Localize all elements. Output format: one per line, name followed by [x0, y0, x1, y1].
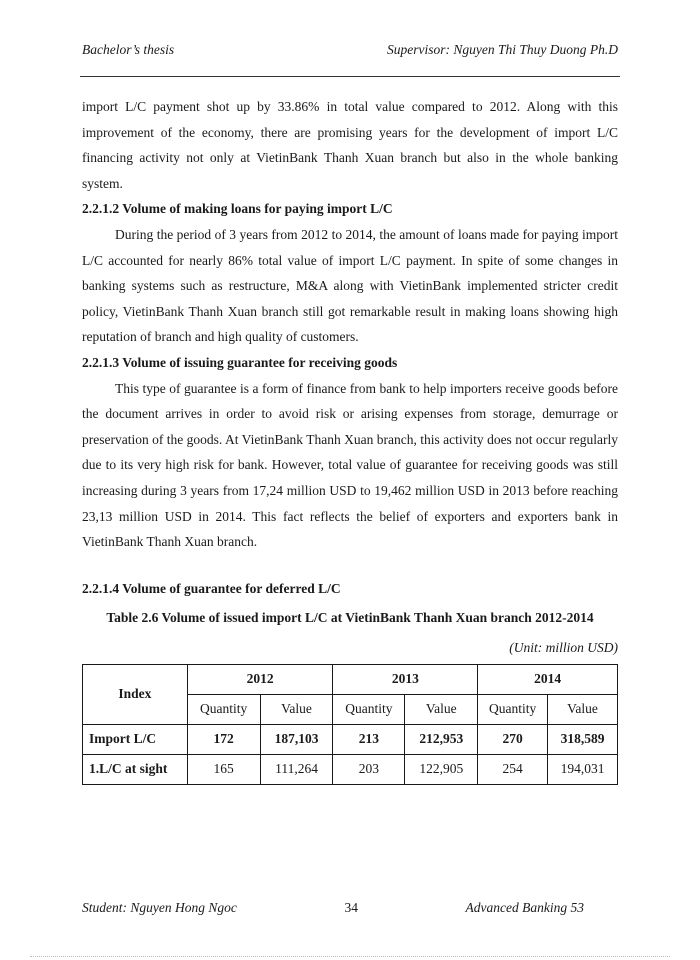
- page-number: 34: [344, 900, 358, 915]
- paragraph-loans: During the period of 3 years from 2012 to 2014, the amount of loans made for paying import L/C accounted for nearly 86% total value of import L/C payment. In spite of some changes in banking systems such as restructure, M&A along with VietinBank implemented stricter credit policy, VietinBank Thanh Xuan branch still got remarkable result in making loans showing high reputation of branch and high quality of customers.: [82, 226, 618, 345]
- document-body: [82, 94, 618, 785]
- table-cell: 187,103: [260, 724, 333, 754]
- value-header: Value: [260, 694, 333, 724]
- table-cell: 122,905: [405, 754, 478, 784]
- table-cell: 212,953: [405, 724, 478, 754]
- footer-program: Advanced Banking 53: [465, 900, 584, 915]
- page-bottom-edge: [30, 956, 670, 957]
- table-cell: 318,589: [548, 724, 618, 754]
- year-header: 2012: [187, 664, 333, 694]
- index-header: Index: [83, 664, 188, 724]
- paragraph-guarantee: This type of guarantee is a form of finance from bank to help importers receive goods before the document arrives in order to avoid risk or arising expenses from storage, demurrage or preservation of the goods. At VietinBank Thanh Xuan branch, this activity does not occur regularly due to its very high risk for bank. However, total value of guarantee for receiving goods was still increasing during 3 years from 17,24 million USD to 19,462 million USD in 2013 before reaching 23,13 million USD in 2014. This fact reflects the belief of exporters and exporters bank in VietinBank Thanh Xuan branch.: [82, 380, 618, 550]
- quantity-header: Quantity: [478, 694, 548, 724]
- issued-import-lc-table: [82, 664, 618, 785]
- year-header: 2014: [478, 664, 618, 694]
- table-row: [83, 724, 618, 754]
- table-cell: 111,264: [260, 754, 333, 784]
- table-row: [83, 754, 618, 784]
- row-label: Import L/C: [83, 724, 188, 754]
- table-cell: 165: [187, 754, 260, 784]
- page-footer: [82, 900, 584, 916]
- header-thesis-label: Bachelor’s thesis: [82, 42, 175, 57]
- table-cell: 194,031: [548, 754, 618, 784]
- paragraph-import-lc-payment: import L/C payment shot up by 33.86% in total value compared to 2012. Along with this improvement of the economy, there are promising years for the development of import L/C financing activity not only at VietinBank Thanh Xuan branch but also in the whole banking system.: [82, 99, 618, 191]
- section-heading-2-2-1-4: 2.2.1.4 Volume of guarantee for deferred L/C: [82, 580, 341, 596]
- quantity-header: Quantity: [187, 694, 260, 724]
- table-cell: 213: [333, 724, 405, 754]
- row-label: 1.L/C at sight: [83, 754, 188, 784]
- table-cell: 270: [478, 724, 548, 754]
- header-supervisor: Supervisor: Nguyen Thi Thuy Duong Ph.D: [387, 42, 618, 57]
- footer-student: Student: Nguyen Hong Ngoc: [82, 900, 237, 915]
- header-divider: [80, 76, 620, 77]
- table-cell: 172: [187, 724, 260, 754]
- table-unit: (Unit: million USD): [509, 640, 618, 656]
- table-cell: 203: [333, 754, 405, 784]
- page-header: [82, 42, 618, 58]
- section-heading-2-2-1-2: 2.2.1.2 Volume of making loans for paying import L/C: [82, 201, 393, 217]
- section-heading-2-2-1-3: 2.2.1.3 Volume of issuing guarantee for receiving goods: [82, 354, 398, 370]
- value-header: Value: [548, 694, 618, 724]
- value-header: Value: [405, 694, 478, 724]
- quantity-header: Quantity: [333, 694, 405, 724]
- table-title: Table 2.6 Volume of issued import L/C at VietinBank Thanh Xuan branch 2012-2014: [106, 610, 594, 626]
- table-cell: 254: [478, 754, 548, 784]
- year-header: 2013: [333, 664, 478, 694]
- table-header-row: [83, 664, 618, 694]
